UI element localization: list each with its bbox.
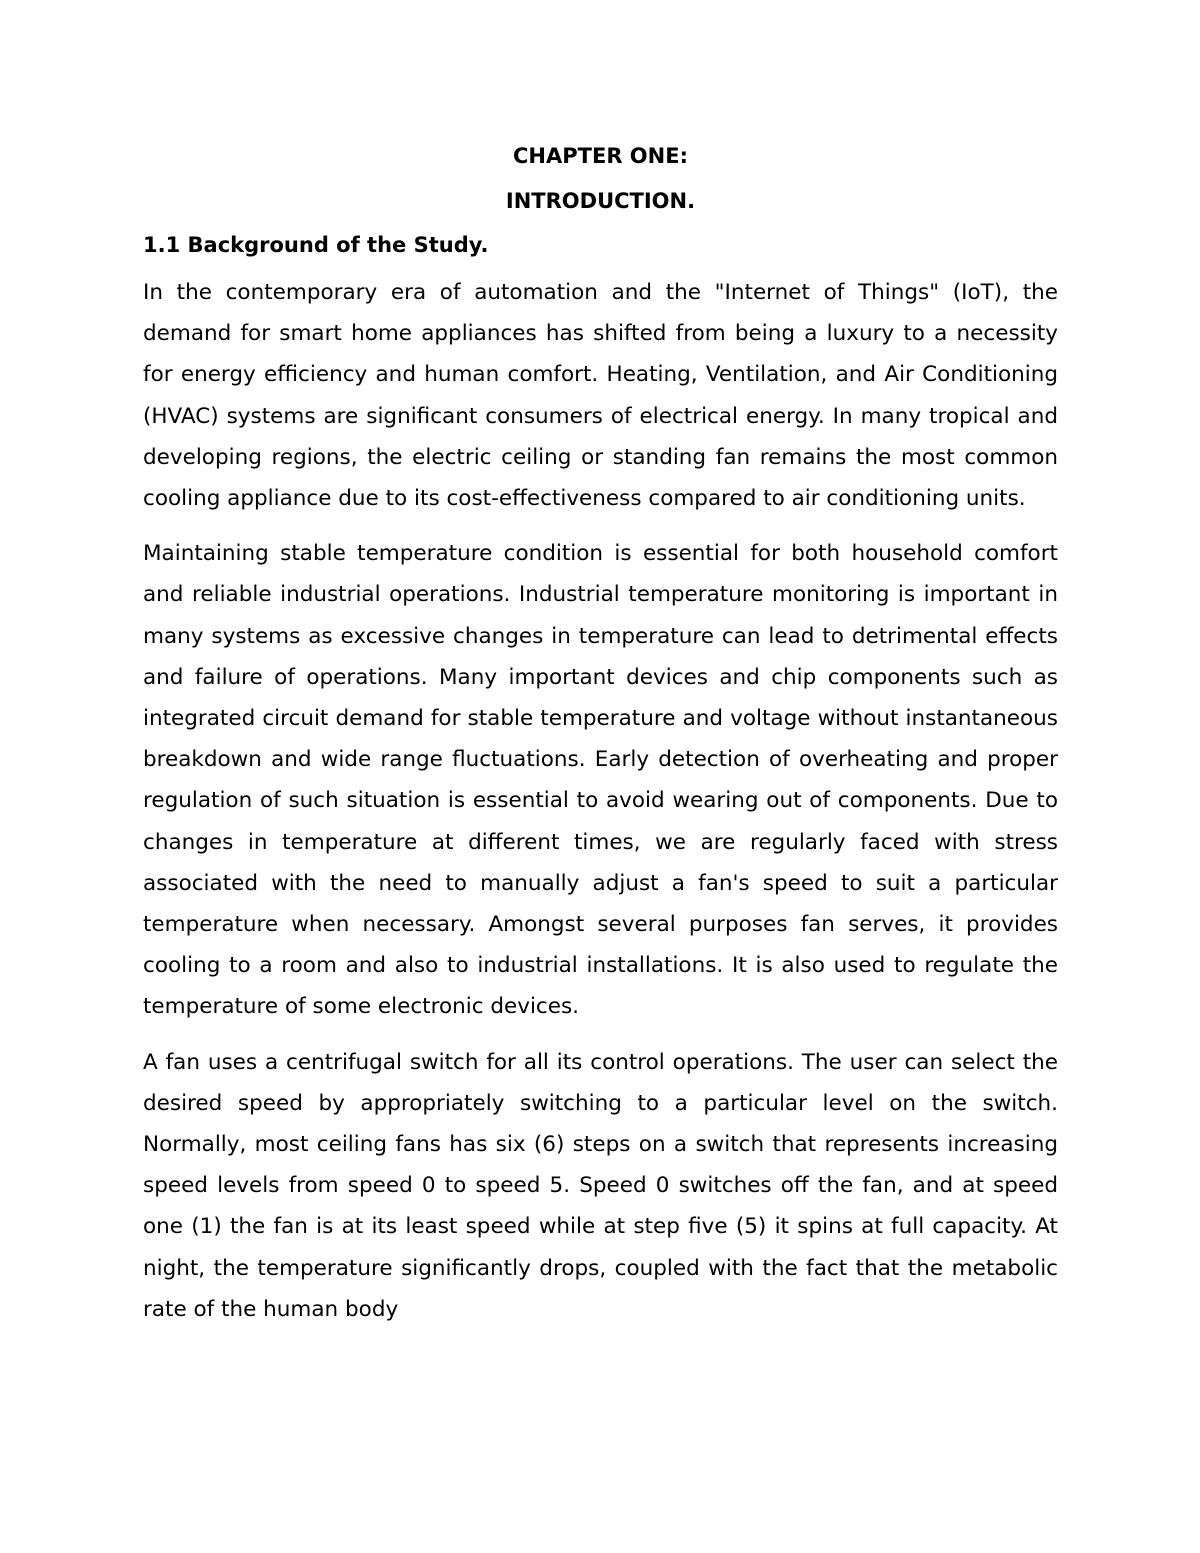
paragraph-3: A fan uses a centrifugal switch for all its control operations. The user can select the desired speed by appropriately switching to a particular level on the switch. Normally, most ceiling fans has six (6) steps on a switch that represents increasing speed levels from speed 0 to speed 5. Speed 0 switches off the fan, and at speed one (1) the fan is at its least speed while at step five (5) it spins at full capacity. At night, the temperature significantly drops, coupled with the fact that the metabolic rate of the human body [143, 1049, 1058, 1322]
chapter-subtitle: INTRODUCTION. [505, 189, 696, 213]
paragraph-1: In the contemporary era of automation and the "Internet of Things" (IoT), the demand for smart home appliances has shifted from being a luxury to a necessity for energy efficiency and human comfort. Heating, Ventilation, and Air Conditioning (HVAC) systems are significant consumers of electrical energy. In many tropical and developing regions, the electric ceiling or standing fan remains the most common cooling appliance due to its cost-effectiveness compared to air conditioning units. [143, 280, 1058, 512]
paragraph-2: Maintaining stable temperature condition is essential for both household comfort and reliable industrial operations. Industrial temperature monitoring is important in many systems as excessive changes in temperature can lead to detrimental effects and failure of operations. Many important devices and chip components such as integrated circuit demand for stable temperature and voltage without instantaneous breakdown and wide range fluctuations. Early detection of overheating and proper regulation of such situation is essential to avoid wearing out of components. Due to changes in temperature at different times, we are regularly faced with stress associated with the need to manually adjust a fan's speed to suit a particular temperature when necessary. Amongst several purposes fan serves, it provides cooling to a room and also to industrial installations. It is also used to regulate the temperature of some electronic devices. [143, 541, 1058, 1020]
document-page [143, 139, 1058, 1344]
chapter-title: CHAPTER ONE: [513, 144, 688, 168]
section-heading: 1.1 Background of the Study. [143, 233, 489, 257]
